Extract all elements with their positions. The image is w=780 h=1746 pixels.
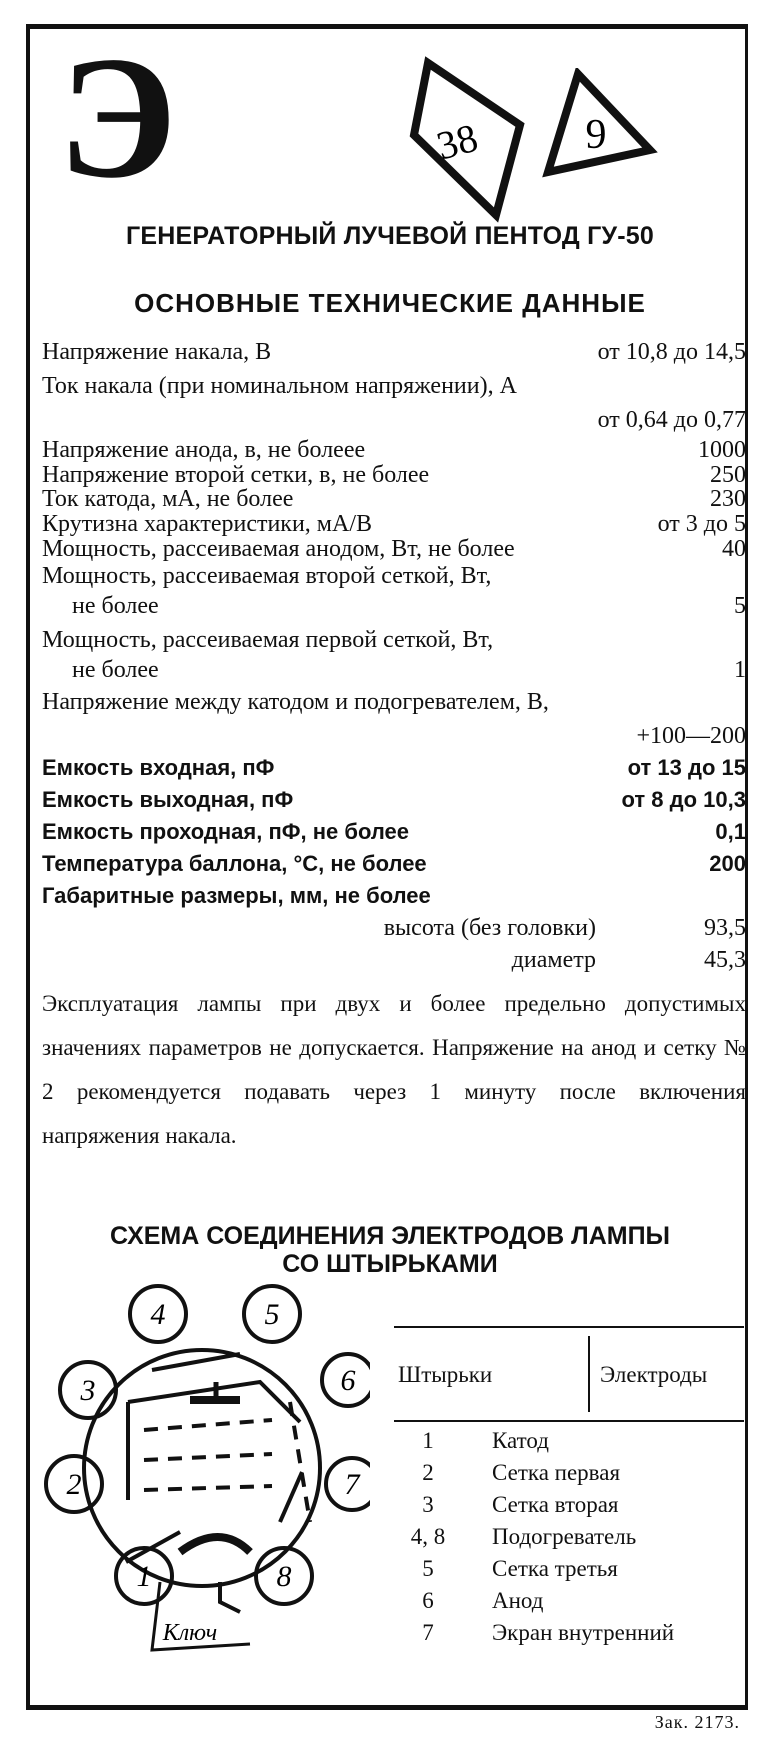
spec-label: Напряжение анода, в, не болеее [42, 437, 366, 463]
spec-label: диаметр [511, 947, 596, 973]
pin-electrode: Подогреватель [492, 1524, 637, 1549]
badge-diamond [408, 55, 528, 225]
section-title: ОСНОВНЫЕ ТЕХНИЧЕСКИЕ ДАННЫЕ [134, 288, 646, 318]
spec-label: Мощность, рассеиваемая анодом, Вт, не более [42, 536, 515, 562]
scheme-title-line1: СХЕМА СОЕДИНЕНИЯ ЭЛЕКТРОДОВ ЛАМПЫ [109, 1222, 671, 1250]
pin-number: 6 [422, 1588, 434, 1613]
spec-value: от 8 до 10,3 [621, 787, 746, 812]
spec-value: 1000 [698, 437, 746, 463]
spec-value: от 3 до 5 [657, 511, 746, 537]
spec-row [42, 338, 746, 366]
pin-label-6: 6 [340, 1364, 356, 1397]
spec-row [42, 818, 746, 846]
pin-label-8: 8 [276, 1560, 292, 1593]
pin-label-4: 4 [150, 1298, 166, 1331]
spec-row [42, 372, 746, 400]
pin-number: 3 [422, 1492, 434, 1517]
spec-label: не более [72, 657, 159, 683]
spec-row [42, 882, 746, 910]
spec-row [42, 535, 746, 563]
spec-label: Мощность, рассеиваемая первой сеткой, Вт, [42, 627, 494, 653]
spec-label: Мощность, рассеиваемая второй сеткой, Вт, [42, 563, 492, 589]
spec-row [42, 436, 746, 464]
pin-electrode: Экран внутренний [492, 1620, 675, 1645]
spec-label: не более [72, 593, 159, 619]
spec-row [42, 786, 746, 814]
pin-number: 5 [422, 1556, 434, 1581]
spec-label: Напряжение между катодом и подогревателем, В, [42, 689, 549, 715]
pin-number: 2 [422, 1460, 434, 1485]
pin-label-5: 5 [264, 1298, 280, 1331]
spec-value: от 13 до 15 [627, 755, 746, 780]
pin-label-3: 3 [80, 1374, 96, 1407]
pin-number: 4, 8 [410, 1524, 446, 1549]
badge-diamond-number: 38 [431, 114, 483, 169]
spec-value: 45,3 [704, 947, 746, 973]
pin-electrode: Катод [492, 1428, 549, 1453]
spec-label: Напряжение накала, В [42, 339, 272, 365]
order-number: Зак. 2173. [654, 1712, 740, 1732]
spec-row [42, 626, 746, 654]
col-header-electrodes: Электроды [600, 1362, 708, 1387]
spec-row [42, 656, 746, 684]
pin-label-7: 7 [344, 1468, 360, 1501]
spec-value: 200 [709, 851, 746, 876]
spec-row [42, 562, 746, 590]
spec-value: 250 [710, 462, 746, 488]
pin-number: 7 [422, 1620, 434, 1645]
document-title: ГЕНЕРАТОРНЫЙ ЛУЧЕВОЙ ПЕНТОД ГУ-50 [126, 222, 654, 250]
pin-electrode: Сетка третья [492, 1556, 618, 1581]
badge-triangle [538, 68, 658, 178]
spec-row [42, 754, 746, 782]
table-column-divider [588, 1336, 590, 1412]
pin-diagram [40, 1282, 370, 1662]
spec-value: 93,5 [704, 915, 746, 941]
spec-value: 5 [734, 593, 746, 619]
col-header-pins: Штырьки [398, 1362, 493, 1387]
table-top-rule [394, 1326, 744, 1328]
spec-value: +100—200 [636, 723, 746, 749]
pin-label-2: 2 [66, 1468, 82, 1501]
spec-label: Ток катода, мА, не более [42, 486, 294, 512]
category-letter: Э [58, 20, 177, 214]
spec-label: Температура баллона, °С, не более [42, 851, 427, 876]
spec-label: Емкость входная, пФ [42, 755, 275, 780]
pin-number: 1 [422, 1428, 434, 1453]
spec-row [42, 592, 746, 620]
spec-value: от 10,8 до 14,5 [597, 339, 746, 365]
pin-electrode: Сетка первая [492, 1460, 621, 1485]
badge-triangle-number: 9 [585, 112, 607, 158]
spec-row [42, 510, 746, 538]
spec-label: Емкость выходная, пФ [42, 787, 294, 812]
pin-electrode: Сетка вторая [492, 1492, 619, 1517]
spec-value: 0,1 [715, 819, 746, 844]
spec-value: от 0,64 до 0,77 [597, 407, 746, 433]
spec-label: Габаритные размеры, мм, не более [42, 883, 431, 908]
tube-base-circle [84, 1350, 320, 1586]
key-label: Ключ [162, 1620, 218, 1646]
spec-row [42, 688, 746, 716]
scheme-title-line2: СО ШТЫРЬКАМИ [282, 1250, 498, 1278]
spec-value: 230 [710, 486, 746, 512]
spec-value: 1 [734, 657, 746, 683]
operation-note: Эксплуатация лампы при двух и более предельно допустимых значениях параметров не допускается. Напряжение на анод и сетку № 2 рекомендуется подавать через 1 минуту после включения напряжения накала. [42, 991, 746, 1148]
spec-label: высота (без головки) [383, 915, 596, 941]
spec-value: 40 [722, 536, 746, 562]
spec-label: Ток накала (при номинальном напряжении), А [42, 373, 517, 399]
spec-row [42, 485, 746, 513]
spec-row [42, 850, 746, 878]
pin-label-1: 1 [136, 1560, 152, 1593]
pin-electrode: Анод [492, 1588, 544, 1613]
scheme-title [0, 1222, 780, 1278]
spec-label: Напряжение второй сетки, в, не более [42, 462, 430, 488]
table-header-rule [394, 1420, 744, 1422]
spec-label: Емкость проходная, пФ, не более [42, 819, 410, 844]
spec-label: Крутизна характеристики, мА/В [42, 511, 372, 537]
